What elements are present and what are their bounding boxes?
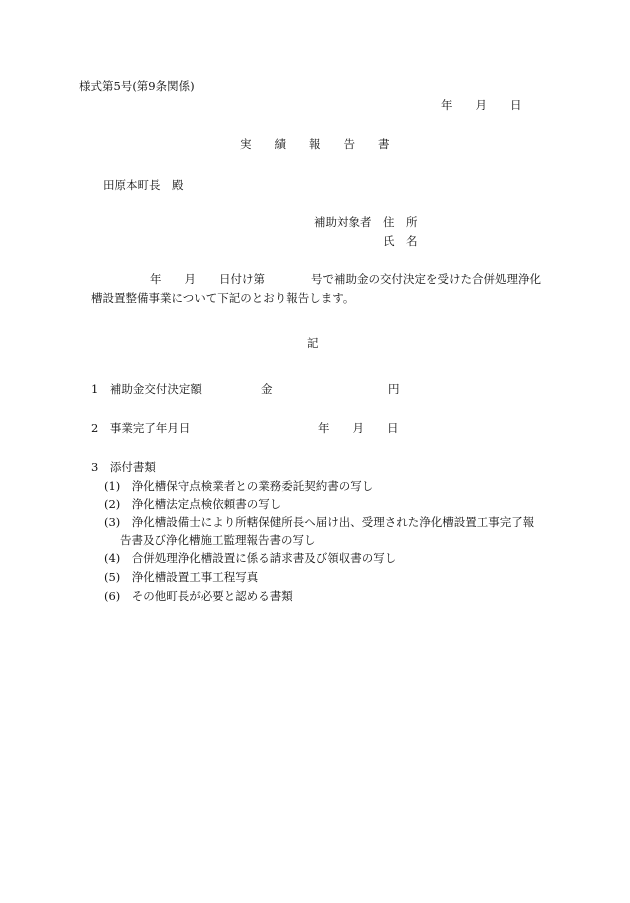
report-date: 年 月 日 <box>441 98 522 112</box>
body-line-2: 槽設置整備事業について下記のとおり報告します。 <box>91 291 355 305</box>
ki-heading: 記 <box>307 336 319 350</box>
item-3-label: 3 添付書類 <box>91 460 156 474</box>
applicant-name-label: 氏 名 <box>383 234 418 248</box>
attachment-item: (5) 浄化槽設置工事工程写真 <box>104 570 259 584</box>
attachment-item: (4) 合併処理浄化槽設置に係る請求書及び領収書の写し <box>104 551 397 565</box>
form-number: 様式第5号(第9条関係) <box>79 79 195 93</box>
addressee: 田原本町長 殿 <box>103 178 184 192</box>
document-title: 実 績 報 告 書 <box>240 137 390 151</box>
item-2-label: 2 事業完了年月日 <box>91 421 191 435</box>
item-1-kin: 金 <box>261 382 273 396</box>
attachment-item: (6) その他町長が必要と認める書類 <box>104 589 293 603</box>
attachment-item: (3) 浄化槽設備士により所轄保健所長へ届け出、受理された浄化槽設置工事完了報 <box>104 515 535 529</box>
body-line-1: 年 月 日付け第 号で補助金の交付決定を受けた合併処理浄化 <box>150 272 541 286</box>
item-2-date: 年 月 日 <box>318 421 399 435</box>
applicant-address-label: 補助対象者 住 所 <box>314 215 418 229</box>
attachment-item: (2) 浄化槽法定点検依頼書の写し <box>104 497 282 511</box>
attachment-item-continuation: 告書及び浄化槽施工監理報告書の写し <box>120 533 316 547</box>
item-1-label: 1 補助金交付決定額 <box>91 382 202 396</box>
attachment-item: (1) 浄化槽保守点検業者との業務委託契約書の写し <box>104 479 374 493</box>
item-1-yen: 円 <box>388 382 400 396</box>
